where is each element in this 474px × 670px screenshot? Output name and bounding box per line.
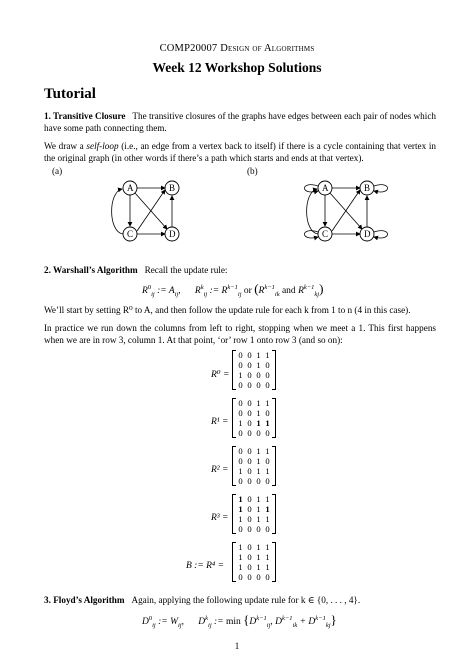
matrix-cell: 1: [256, 562, 261, 572]
matrix-cell: 0: [247, 408, 252, 418]
matrix-cell: 1: [256, 418, 261, 428]
matrix-cell: 0: [247, 514, 252, 524]
matrix-cell: 0: [265, 524, 270, 534]
node-label: A: [322, 183, 329, 193]
matrix-cell: 1: [265, 504, 270, 514]
matrix-cell: 0: [256, 572, 261, 582]
q3-paragraph: [44, 594, 436, 606]
q1-text1: The transitive closures of the graphs have edges between each pair of nodes which have some path connecting them.: [44, 111, 436, 133]
matrix-cell: 0: [238, 408, 243, 418]
matrix-cell: 0: [265, 370, 270, 380]
matrix-cell: 1: [265, 466, 270, 476]
matrix-r4-label: B := R⁴ =: [186, 561, 225, 571]
graph-b: [305, 181, 388, 241]
matrix-cell: 1: [256, 456, 261, 466]
q3-text: Again, applying the following update rule for k ∈ {0, . . . , 4}.: [131, 595, 361, 605]
matrix-cell: 0: [247, 466, 252, 476]
matrix-cell: 0: [247, 360, 252, 370]
matrix-cell: 1: [256, 466, 261, 476]
matrix-cell: 0: [247, 476, 252, 486]
node-label: C: [127, 229, 134, 239]
matrix-cell: 0: [265, 476, 270, 486]
matrix-cell: 1: [265, 350, 270, 360]
matrix-cell: 0: [247, 380, 252, 390]
matrix-cell: 0: [238, 456, 243, 466]
course-name: Design of Algorithms: [220, 43, 315, 54]
matrix-cell: 0: [265, 360, 270, 370]
self-loop-term: self-loop: [86, 141, 119, 151]
matrix-cell: 0: [247, 428, 252, 438]
graph-a: [112, 181, 179, 241]
matrix-cell: 0: [247, 418, 252, 428]
matrix-cell: 1: [265, 514, 270, 524]
matrix-r0-label: R⁰ =: [211, 370, 230, 380]
matrix-r0: [236, 350, 272, 390]
matrix-r3-label: R³ =: [211, 513, 229, 523]
matrix-cell: 0: [265, 572, 270, 582]
matrix-cell: 1: [256, 350, 261, 360]
matrix-cell: 1: [238, 542, 243, 552]
matrix-cell: 1: [238, 370, 243, 380]
matrix-cell: 1: [238, 552, 243, 562]
matrix-cell: 0: [256, 524, 261, 534]
matrix-cell: 1: [256, 408, 261, 418]
page-number: 1: [234, 641, 240, 651]
matrix-cell: 1: [238, 494, 243, 504]
section-title: Tutorial: [44, 86, 96, 102]
matrix-cell: 1: [256, 514, 261, 524]
matrix-cell: 1: [265, 552, 270, 562]
matrix-cell: 1: [265, 418, 270, 428]
matrix-cell: 1: [256, 446, 261, 456]
matrix-cell: 0: [247, 456, 252, 466]
q1-heading: 1. Transitive Closure: [44, 111, 126, 121]
matrix-cell: 1: [265, 542, 270, 552]
matrix-cell: 1: [238, 418, 243, 428]
node-label: B: [169, 183, 176, 193]
q2-text1: We’ll start by setting R⁰ to A, and then follow the update rule for each k from 1 to n (4 in this case).: [44, 305, 411, 315]
matrix-r1-label: R¹ =: [211, 417, 229, 427]
node-label: C: [322, 229, 329, 239]
matrix-cell: 0: [238, 360, 243, 370]
matrix-cell: 0: [247, 370, 252, 380]
q2-intro: Recall the update rule:: [144, 265, 228, 275]
matrix-cell: 1: [256, 398, 261, 408]
matrix-cell: 0: [265, 428, 270, 438]
node-label: D: [169, 229, 176, 239]
matrix-cell: 1: [265, 494, 270, 504]
matrix-cell: 0: [265, 408, 270, 418]
q2-text2: In practice we run down the columns from left to right, stopping when we meet a 1. This first happens when we are in row 3, column 1. At that point, ‘or’ row 1 onto row 3 (and so on):: [44, 323, 436, 345]
graph-b-label: (b): [247, 166, 258, 176]
matrix-cell: 0: [238, 398, 243, 408]
matrix-cell: 1: [238, 562, 243, 572]
matrix-cell: 0: [247, 504, 252, 514]
matrix-cell: 0: [247, 562, 252, 572]
matrix-cell: 1: [265, 446, 270, 456]
matrix-cell: 0: [256, 380, 261, 390]
matrix-r4: [236, 542, 272, 582]
q2-heading: 2. Warshall’s Algorithm: [44, 265, 138, 275]
matrix-cell: 1: [256, 552, 261, 562]
matrix-cell: 0: [247, 494, 252, 504]
matrix-r2-label: R² =: [211, 465, 229, 475]
matrix-cell: 0: [247, 446, 252, 456]
q2-paragraph: [44, 264, 436, 276]
matrix-r3: [236, 494, 272, 534]
matrix-cell: 1: [265, 562, 270, 572]
node-label: A: [127, 183, 134, 193]
matrix-cell: 0: [265, 380, 270, 390]
transitive-closure-graphs: [0, 0, 474, 260]
document-title: Week 12 Workshop Solutions: [152, 60, 322, 75]
matrix-cell: 0: [238, 524, 243, 534]
matrix-cell: 0: [256, 428, 261, 438]
matrix-cell: 0: [247, 350, 252, 360]
matrix-cell: 1: [238, 466, 243, 476]
course-code: COMP20007: [159, 43, 218, 54]
matrix-cell: 0: [238, 428, 243, 438]
q1-text2a: We draw a: [44, 141, 87, 151]
matrix-cell: 1: [256, 542, 261, 552]
matrix-cell: 0: [247, 542, 252, 552]
matrix-cell: 0: [256, 370, 261, 380]
floyd-update-rule: $D^0_{ij}$ := $W_{ij}$, $D^k_{ij}$ := $\min \{D^{k-1}_{ij}$, $D^{k-1}_{ik} + D^{k-1}_{kj}$}: [142, 612, 337, 629]
matrix-r2: [236, 446, 272, 486]
matrix-cell: 0: [238, 380, 243, 390]
matrix-cell: 1: [238, 504, 243, 514]
matrix-cell: 1: [256, 504, 261, 514]
node-label: B: [364, 183, 371, 193]
matrix-cell: 1: [265, 398, 270, 408]
matrix-cell: 1: [238, 514, 243, 524]
matrix-cell: 0: [256, 476, 261, 486]
matrix-r1: [236, 398, 272, 438]
q1-text2b: (i.e., an edge from a vertex back to itself) if there is a cycle containing that vertex in the original graph (in other words if there’s a path which starts and ends at that vertex).: [44, 141, 436, 163]
matrix-cell: 0: [247, 398, 252, 408]
matrix-cell: 1: [256, 494, 261, 504]
graph-a-label: (a): [52, 166, 63, 176]
node-label: D: [364, 229, 371, 239]
matrix-cell: 0: [247, 524, 252, 534]
matrix-cell: 0: [238, 350, 243, 360]
matrix-cell: 1: [256, 360, 261, 370]
matrix-cell: 0: [238, 476, 243, 486]
warshall-update-rule: $R^0_{ij}$ := $A_{ij}$, $R^k_{ij}$ := $R^{k-1}_{ij}$ or ($R^{k-1}_{ik}$ and $R^{k-1}_{kj}$): [142, 281, 324, 298]
matrix-cell: 0: [247, 552, 252, 562]
q3-heading: 3. Floyd’s Algorithm: [44, 595, 125, 605]
matrix-cell: 0: [265, 456, 270, 466]
matrix-cell: 0: [238, 572, 243, 582]
matrix-cell: 0: [247, 572, 252, 582]
matrix-cell: 0: [238, 446, 243, 456]
